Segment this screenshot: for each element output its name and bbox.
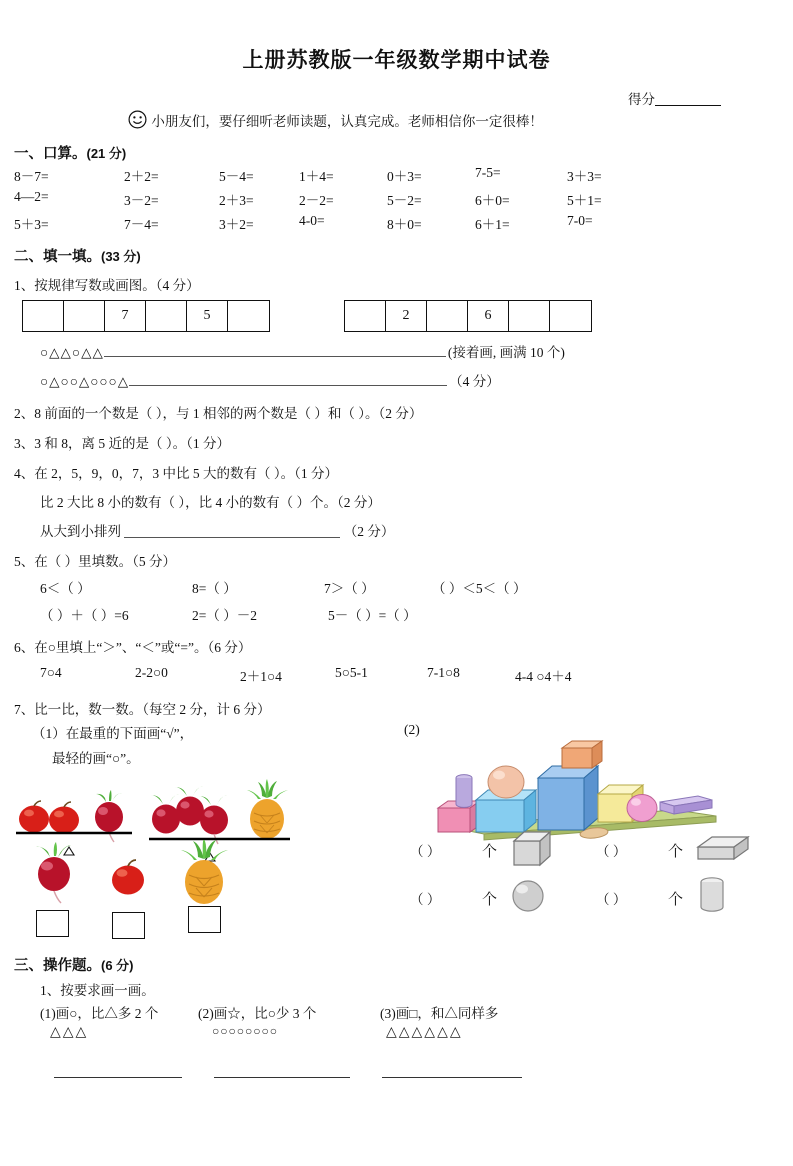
grid-cell[interactable]	[550, 301, 591, 331]
pattern-glyphs: ○△△○△△	[40, 345, 104, 360]
exam-page	[0, 44, 793, 1166]
cuboid-count-unit: 个	[668, 843, 684, 860]
pattern-row-1	[40, 341, 793, 361]
question-2-6-row	[40, 665, 793, 685]
cylinder-icon	[694, 873, 734, 923]
radish-icon	[175, 786, 204, 826]
q6-item[interactable]: 2-2○0	[135, 665, 168, 680]
score-label: 得分	[628, 92, 655, 107]
fruit-row-icons	[22, 840, 352, 918]
sort-points: （2 分）	[343, 524, 395, 539]
number-grid-right[interactable]	[344, 300, 592, 332]
q6-item[interactable]: 4-4 ○4＋4	[515, 669, 572, 684]
q6-item[interactable]: 7○4	[40, 665, 62, 680]
fruit-answer-row	[22, 840, 352, 950]
task-3-shapes: △△△△△△	[386, 1025, 463, 1040]
cylinder-count-paren[interactable]: （ ）	[596, 892, 627, 907]
q6-item[interactable]: 5○5-1	[335, 665, 368, 680]
oral-problem: 1＋4=	[299, 169, 334, 184]
question-2-1-text	[14, 274, 793, 294]
q1-points: （4 分）	[155, 278, 200, 293]
fruit-answer-box[interactable]	[188, 906, 221, 933]
oral-problem: 5－2=	[387, 193, 422, 208]
q5-item[interactable]: 7＞（ ）	[324, 581, 375, 596]
task-2-shapes: ○○○○○○○○	[212, 1024, 278, 1038]
q5-item[interactable]: 8=（ ）	[192, 581, 237, 596]
operation-task-2	[198, 1002, 380, 1041]
cuboid-icon	[694, 831, 754, 869]
oral-row	[14, 189, 793, 209]
fruit-answer-box[interactable]	[112, 912, 145, 939]
oral-problem: 7-5=	[475, 165, 501, 180]
shape-count-item-cylinder[interactable]	[596, 873, 782, 923]
pattern-row-2	[40, 370, 793, 390]
q7-part1	[14, 722, 364, 895]
pineapple-icon	[181, 840, 228, 904]
grid-cell[interactable]	[64, 301, 105, 331]
oral-problem: 6＋0=	[475, 193, 510, 208]
grid-cell[interactable]	[509, 301, 550, 331]
q5-item[interactable]: （ ）＋（ ）=6	[40, 608, 129, 623]
grid-cell[interactable]: 5	[187, 301, 228, 331]
question-2-4b[interactable]: 比 2 大比 8 小的数有（ ），比 4 小的数有（ ）个。（2 分）	[40, 495, 381, 510]
intro-text: 小朋友们，要仔细听老师读题，认真完成。老师相信你一定很棒！	[151, 114, 543, 129]
page-title: 上册苏教版一年级数学期中试卷	[242, 49, 551, 72]
grid-cell[interactable]: 2	[386, 301, 427, 331]
oral-problem: 3＋2=	[219, 217, 254, 232]
q7-part2-label: (2)	[404, 722, 420, 737]
q6-points: （6 分）	[207, 640, 252, 655]
oral-problem: 3－2=	[124, 193, 159, 208]
cuboid-count-paren[interactable]: （ ）	[596, 844, 627, 859]
q5-item[interactable]: （ ）＜5＜（ ）	[432, 581, 527, 596]
oral-problem: 0＋3=	[387, 169, 422, 184]
shape-count-item-sphere[interactable]	[410, 876, 596, 920]
pineapple-icon	[247, 779, 288, 839]
q7-part1-instruction: （1）在最重的下面画“√”，	[32, 726, 194, 741]
q5-item[interactable]: 2=（ ）－2	[192, 608, 257, 623]
question-2-4c	[40, 520, 793, 540]
sort-label: 从大到小排列	[40, 524, 121, 539]
oral-problem: 2＋3=	[219, 193, 254, 208]
oral-problem: 6＋1=	[475, 217, 510, 232]
section-1-heading	[14, 142, 793, 163]
radish-icon	[36, 842, 71, 903]
cylinder-count-unit: 个	[668, 891, 684, 908]
section-2-points: (33 分)	[101, 249, 141, 264]
operation-answer-lines	[40, 1067, 793, 1078]
pattern-answer-line[interactable]	[104, 344, 446, 357]
q5-item[interactable]: 5－（ ）=（ ）	[328, 608, 417, 623]
q5-label: 5、在（ ）里填数。	[14, 554, 133, 569]
operation-task-1	[40, 1002, 198, 1041]
grid-cell[interactable]	[427, 301, 468, 331]
score-row	[0, 88, 793, 108]
question-2-7-text	[14, 698, 793, 718]
q1-label: 1、按规律写数或画图。	[14, 278, 156, 293]
number-grids	[22, 300, 793, 332]
q6-item[interactable]: 2＋1○4	[240, 669, 282, 684]
q5-item[interactable]: 6＜（ ）	[40, 581, 91, 596]
section-2-title: 二、填一填。	[14, 249, 101, 265]
operation-tasks	[40, 1002, 793, 1041]
oral-problem: 5－4=	[219, 169, 254, 184]
oral-row	[14, 165, 793, 185]
cube-count-unit: 个	[482, 843, 498, 860]
sphere-count-paren[interactable]: （ ）	[410, 892, 441, 907]
grid-cell[interactable]	[146, 301, 187, 331]
sort-answer-line[interactable]	[124, 525, 340, 538]
sphere-count-unit: 个	[482, 891, 498, 908]
pattern-glyphs: ○△○○△○○○△	[40, 374, 130, 389]
section-3-body	[0, 979, 793, 1078]
shape-count-row	[410, 826, 784, 874]
oral-problem: 8＋0=	[387, 217, 422, 232]
q6-item[interactable]: 7-1○8	[427, 665, 460, 680]
oral-problem: 7-0=	[567, 213, 593, 228]
oral-problem: 4-0=	[299, 213, 325, 228]
oral-problem: 8－7=	[14, 169, 49, 184]
shape-count-item-cube[interactable]	[410, 827, 596, 873]
oral-problem: 2－2=	[299, 193, 334, 208]
apple-icon	[112, 860, 144, 895]
shape-count-item-cuboid[interactable]	[596, 831, 782, 869]
oral-problem: 5＋3=	[14, 217, 49, 232]
operation-instruction: 1、按要求画一画。	[40, 983, 155, 998]
oral-problem: 5＋1=	[567, 193, 602, 208]
cube-icon	[508, 827, 554, 873]
intro-row	[0, 110, 793, 133]
question-2-6-text	[14, 636, 793, 656]
q7-label: 7、比一比，数一数。	[14, 702, 143, 717]
task-3-head: (3)画□，和△同样多	[380, 1006, 499, 1021]
question-2-3[interactable]: 3、3 和 8，离 5 近的是（ ）。（1 分）	[14, 436, 230, 451]
q5-points: （5 分）	[132, 554, 176, 569]
sphere-icon	[508, 876, 550, 920]
oral-row	[14, 213, 793, 233]
question-2-5-row2	[40, 604, 793, 624]
q7-part2	[404, 722, 784, 908]
grid-cell[interactable]: 7	[105, 301, 146, 331]
grid-spacer	[270, 300, 344, 332]
pattern-answer-line[interactable]	[129, 373, 447, 386]
q6-label: 6、在○里填上“＞”、“＜”或“=”。	[14, 640, 208, 655]
pattern-note: （4 分）	[449, 374, 500, 389]
task-2-answer-line[interactable]	[214, 1067, 350, 1078]
radish-icon	[151, 794, 180, 834]
oral-problem: 3＋3=	[567, 169, 602, 184]
oral-problem: 4—2=	[14, 189, 49, 204]
radish-icon	[199, 795, 228, 844]
task-2-head: (2)画☆，比○少 3 个	[198, 1006, 317, 1021]
smiley-face-icon	[128, 110, 147, 133]
task-1-head: (1)画○，比△多 2 个	[40, 1006, 159, 1021]
task-1-answer-line[interactable]	[54, 1067, 182, 1078]
section-2-heading	[14, 245, 793, 266]
score-blank-line[interactable]	[655, 92, 721, 106]
oral-problem: 2＋2=	[124, 169, 159, 184]
shape-count-row	[410, 874, 784, 922]
number-grid-left[interactable]	[22, 300, 270, 332]
section-3-points: (6 分)	[101, 958, 134, 973]
task-1-shapes: △△△	[50, 1025, 89, 1040]
grid-cell[interactable]	[23, 301, 64, 331]
task-3-answer-line[interactable]	[382, 1067, 522, 1078]
question-2-4a[interactable]: 4、在 2，5，9，0，7，3 中比 5 大的数有（ ）。（1 分）	[14, 466, 338, 481]
grid-cell[interactable]: 6	[468, 301, 509, 331]
apple-icon	[49, 802, 79, 834]
section-3-title: 三、操作题。	[14, 958, 101, 974]
oral-math-block	[14, 165, 793, 233]
grid-cell[interactable]	[228, 301, 269, 331]
q7-part1-instruction-2: 最轻的画“○”。	[52, 751, 140, 766]
question-2-5-row1	[40, 577, 793, 597]
apple-icon	[19, 801, 49, 833]
grid-cell[interactable]	[345, 301, 386, 331]
cube-count-paren[interactable]: （ ）	[410, 844, 441, 859]
question-2-2[interactable]: 2、8 前面的一个数是（ ），与 1 相邻的两个数是（ ）和（ ）。（2 分）	[14, 406, 423, 421]
operation-task-3	[380, 1002, 580, 1041]
q7-points: （每空 2 分，计 6 分）	[142, 702, 271, 717]
question-2-5-text	[14, 550, 793, 570]
fruit-answer-box[interactable]	[36, 910, 69, 937]
oral-problem: 7－4=	[124, 217, 159, 232]
shape-count-block	[410, 826, 784, 922]
question-7-body	[0, 722, 793, 952]
section-1-title: 一、口算。	[14, 146, 87, 162]
section-1-points: (21 分)	[86, 146, 127, 161]
pattern-note: (接着画, 画满 10 个)	[447, 345, 565, 360]
section-3-heading	[14, 954, 793, 975]
